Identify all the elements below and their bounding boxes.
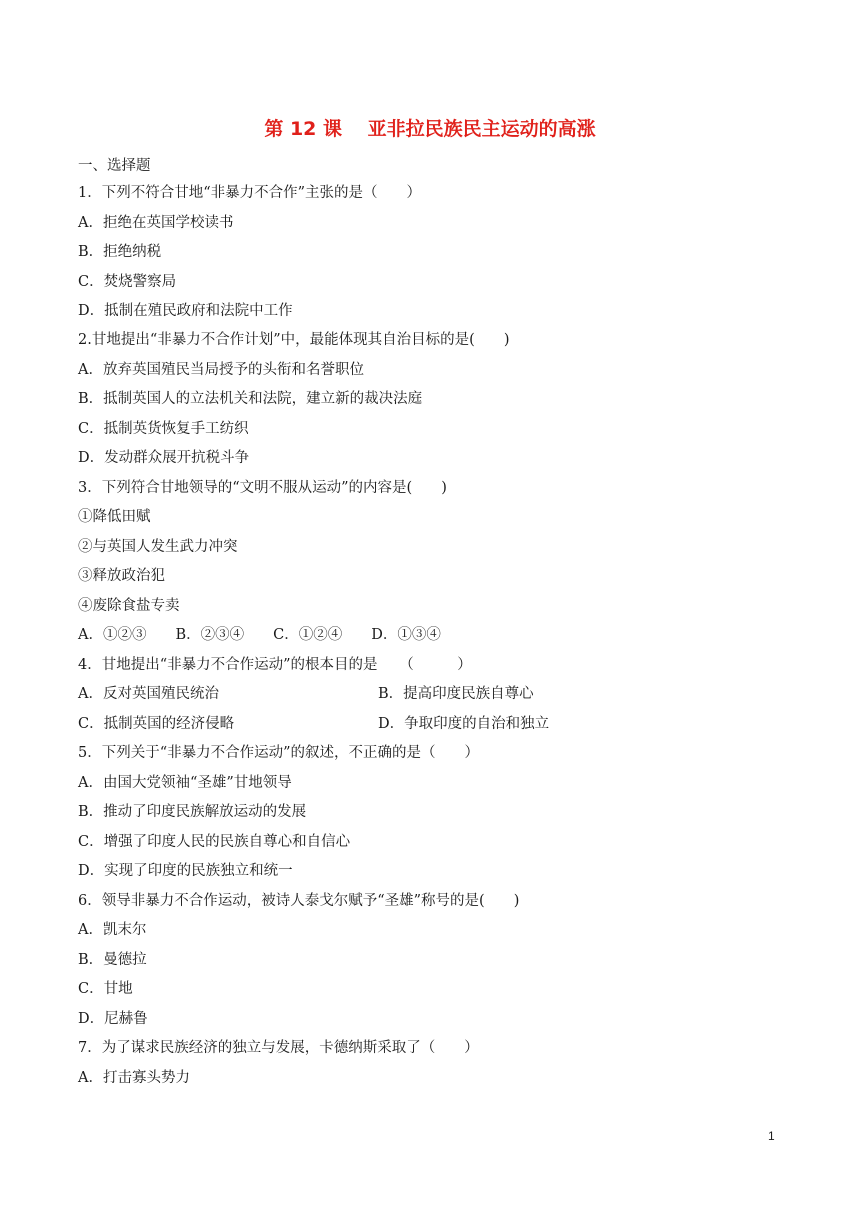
question-5-option-a: A．由国大党领袖“圣雄”甘地领导 xyxy=(78,775,292,791)
question-3-stem: 3．下列符合甘地领导的“文明不服从运动”的内容是( ) xyxy=(78,480,447,496)
question-4-option-a: A．反对英国殖民统治 xyxy=(78,686,219,702)
question-4-option-b: B．提高印度民族自尊心 xyxy=(378,686,534,702)
section-heading: 一、选择题 xyxy=(78,158,151,174)
question-1-stem: 1．下列不符合甘地“非暴力不合作”主张的是（ ） xyxy=(78,185,422,201)
question-5-option-b: B．推动了印度民族解放运动的发展 xyxy=(78,804,307,820)
question-1-option-b: B．拒绝纳税 xyxy=(78,244,162,260)
question-1-option-a: A．拒绝在英国学校读书 xyxy=(78,215,234,231)
question-4-option-c: C．抵制英国的经济侵略 xyxy=(78,716,235,732)
page-number: 1 xyxy=(768,1129,775,1143)
question-3-item-2: ②与英国人发生武力冲突 xyxy=(78,539,238,555)
question-3-item-3: ③释放政治犯 xyxy=(78,568,165,584)
question-2-option-a: A．放弃英国殖民当局授予的头衔和名誉职位 xyxy=(78,362,364,378)
question-2-stem: 2.甘地提出“非暴力不合作计划”中，最能体现其自治目标的是( ) xyxy=(78,332,510,348)
question-1-option-d: D．抵制在殖民政府和法院中工作 xyxy=(78,303,293,319)
question-3-item-1: ①降低田赋 xyxy=(78,509,151,525)
question-5-option-c: C．增强了印度人民的民族自尊心和自信心 xyxy=(78,834,351,850)
page-title: 第 12 课 亚非拉民族民主运动的高涨 xyxy=(264,118,596,140)
question-3-item-4: ④废除食盐专卖 xyxy=(78,598,180,614)
question-6-stem: 6．领导非暴力不合作运动，被诗人泰戈尔赋予“圣雄”称号的是( ) xyxy=(78,893,520,909)
question-4-stem: 4．甘地提出“非暴力不合作运动”的根本目的是 （ ） xyxy=(78,657,472,673)
question-5-option-d: D．实现了印度的民族独立和统一 xyxy=(78,863,293,879)
question-6-option-b: B．曼德拉 xyxy=(78,952,147,968)
question-5-stem: 5．下列关于“非暴力不合作运动”的叙述，不正确的是（ ） xyxy=(78,745,480,761)
question-3-options: A．①②③ B．②③④ C．①②④ D．①③④ xyxy=(78,627,441,643)
question-7-stem: 7．为了谋求民族经济的独立与发展，卡德纳斯采取了（ ） xyxy=(78,1040,479,1056)
question-6-option-c: C．甘地 xyxy=(78,981,133,997)
question-2-option-c: C．抵制英货恢复手工纺织 xyxy=(78,421,249,437)
question-1-option-c: C．焚烧警察局 xyxy=(78,274,177,290)
question-6-option-d: D．尼赫鲁 xyxy=(78,1011,148,1027)
question-7-option-a: A．打击寡头势力 xyxy=(78,1070,190,1086)
question-2-option-b: B．抵制英国人的立法机关和法院，建立新的裁决法庭 xyxy=(78,391,423,407)
question-6-option-a: A．凯末尔 xyxy=(78,922,147,938)
question-4-option-d: D．争取印度的自治和独立 xyxy=(378,716,550,732)
question-2-option-d: D．发动群众展开抗税斗争 xyxy=(78,450,250,466)
